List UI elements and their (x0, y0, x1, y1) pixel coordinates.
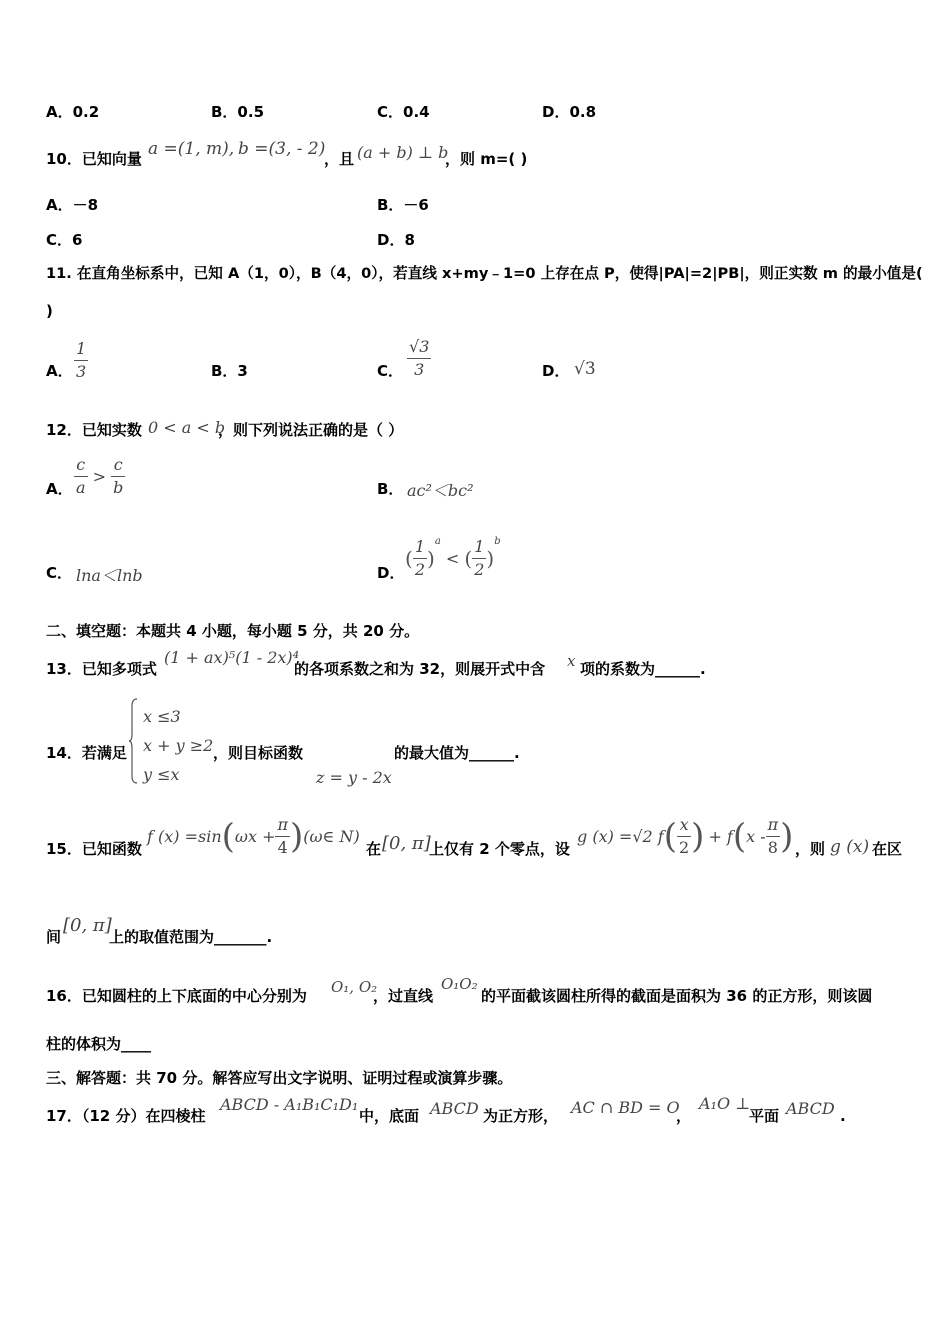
q16-centers: O₁, O₂ (331, 978, 378, 996)
q17-p3: 平面 (749, 1107, 780, 1125)
q12-a-n2: c (111, 454, 125, 477)
q17-perp: A₁O ⊥ (699, 1094, 751, 1113)
q12-a-d2: b (113, 478, 124, 497)
q15-then: ，则 (795, 840, 826, 858)
q16-mid: ，过直线 (373, 987, 434, 1005)
q16-line2: 柱的体积为____ (46, 1035, 152, 1053)
q15-pi-4 (275, 814, 290, 859)
left-brace-icon (128, 698, 138, 784)
q12-d-d1: 2 (414, 560, 425, 579)
q13-prefix: 13．已知多项式 (46, 660, 157, 678)
q15-x-num: x (677, 814, 691, 837)
q17-prefix: 17．（12 分）在四棱柱 (46, 1107, 206, 1125)
q11-option-c: C． (377, 362, 404, 380)
q12-d-d2: 2 (474, 560, 485, 579)
q12-option-b: B． (377, 480, 404, 498)
q12-d-exp2: b (494, 536, 501, 547)
q15-mid: 上仅有 2 个零点，设 (429, 840, 570, 858)
q15-plus-f: + f (708, 827, 733, 846)
q9-option-b: B．0.5 (211, 103, 265, 121)
q12-prefix: 12．已知实数 (46, 421, 142, 439)
q16-suffix: 的平面截该圆柱所得的截面是面积为 36 的正方形，则该圆 (481, 987, 873, 1005)
q14-constraint-2: x + y ≥2 (143, 736, 214, 755)
q15-g-expr: g (x) =√2 f( $\frac{x}{2}$ ) + f(x - $\frac{\pi}{8}$ ) (577, 815, 794, 857)
q11-option-d-value: √3 (574, 359, 596, 379)
q11-a-num: 1 (74, 338, 88, 361)
q14-objective: z = y - 2x (316, 768, 392, 787)
q10-option-a: A．－8 (46, 196, 99, 214)
q12-d-exp1: a (434, 536, 441, 547)
q11-line1: 11. 在直角坐标系中，已知 A（1，0），B（4，0），若直线 x+my﹣1=0 上存在点 P，使得|PA|=2|PB|，则正实数 m 的最小值是( (46, 265, 923, 282)
q15-f-expr: f (x) =sin(ωx + $\frac{\pi}{4}$ )(ω∈ N) (147, 815, 360, 857)
q15-prefix: 15．已知函数 (46, 840, 142, 858)
section-2-header: 二、填空题：本题共 4 小题，每小题 5 分，共 20 分。 (46, 622, 420, 640)
q10-suffix: ，则 m=( ) (445, 150, 528, 168)
q10-mid: ，且 (324, 150, 355, 168)
q11-option-a-fraction (74, 338, 88, 383)
q13-expr: (1 + ax)⁵(1 - 2x)⁴ (164, 648, 300, 667)
q12-option-d: D． (377, 564, 405, 582)
q15-x-2 (677, 814, 691, 859)
q14-constraint-3: y ≤x (143, 765, 180, 784)
q15-line2-prefix: 间 (46, 928, 62, 946)
q12-a-n1: c (74, 454, 88, 477)
q12-option-c: C． (46, 564, 73, 582)
q15-line2-suffix: 上的取值范围为_______. (109, 928, 273, 946)
q15-on: 在 (366, 840, 382, 858)
q11-option-d: D． (542, 362, 570, 380)
q15-pi-8 (766, 814, 781, 859)
q12-a-frac1 (74, 454, 88, 499)
q14-suffix: 的最大值为______. (394, 744, 520, 762)
q16-prefix: 16．已知圆柱的上下底面的中心分别为 (46, 987, 307, 1005)
q16-line: O₁O₂ (441, 975, 478, 993)
q15-arg2: x - (746, 827, 766, 846)
q15-g-lhs: g (x) =√2 f (577, 827, 664, 846)
q12-option-d-expr: ( $\frac{1}{2}$ )$^a$ < ( $\frac{1}{2}$ )$^b$ (405, 536, 501, 579)
q12-condition: 0 < a < b (148, 418, 226, 437)
q11-c-num: √3 (407, 336, 431, 359)
q14-brace (128, 698, 138, 785)
q12-a-op: > (92, 467, 107, 486)
section-3-header: 三、解答题：共 70 分。解答应写出文字说明、证明过程或演算步骤。 (46, 1069, 513, 1087)
q11-a-den: 3 (76, 362, 87, 381)
q14-prefix: 14．若满足 (46, 744, 127, 762)
q12-option-a-expr (74, 454, 125, 499)
q13-x: x (567, 652, 576, 670)
q12-option-b-expr: ac²＜bc² (407, 481, 474, 500)
q12-d-frac2 (472, 536, 486, 581)
q17-plane: ABCD (786, 1099, 835, 1118)
q10-prefix: 10．已知向量 (46, 150, 142, 168)
q15-eight: 8 (767, 838, 778, 857)
q15-f-arg: ωx + (234, 827, 276, 846)
q10-option-c: C．6 (46, 231, 83, 249)
q12-d-n2: 1 (472, 536, 486, 559)
q17-p1: 中，底面 (359, 1107, 420, 1125)
q15-in-region: 在区 (872, 840, 903, 858)
q15-gx: g (x) (830, 837, 870, 857)
q10-option-b: B．－6 (377, 196, 429, 214)
q10-vector-a: a =(1, m), (148, 139, 235, 159)
q15-four: 4 (277, 838, 288, 857)
q12-suffix: ，则下列说法正确的是（ ） (218, 421, 404, 439)
q10-option-d: D．8 (377, 231, 415, 249)
q11-line2: ) (46, 302, 53, 320)
q17-comma: ， (676, 1107, 692, 1125)
q15-f-lhs: f (x) =sin (147, 827, 222, 846)
q9-option-c: C．0.4 (377, 103, 430, 121)
q13-suffix: 项的系数为______. (580, 660, 706, 678)
q17-p2: 为正方形， (483, 1107, 559, 1125)
q12-d-op: < (445, 549, 460, 568)
q12-option-c-expr: lna＜lnb (76, 566, 143, 585)
q12-d-n1: 1 (413, 536, 427, 559)
q11-option-c-fraction (407, 336, 431, 381)
q10-vector-b: b =(3, - 2) (238, 139, 326, 159)
q12-option-a: A． (46, 480, 73, 498)
q15-two: 2 (678, 838, 690, 857)
q14-constraint-1: x ≤3 (143, 707, 181, 726)
q15-omega: (ω∈ N) (303, 827, 360, 846)
q14-mid: ，则目标函数 (213, 744, 304, 762)
q15-interval: [0, π] (382, 833, 431, 854)
q15-pi: π (275, 814, 290, 837)
q17-end: . (840, 1107, 846, 1125)
q12-d-frac1 (413, 536, 427, 581)
q11-option-a: A． (46, 362, 73, 380)
q15-pi2: π (766, 814, 781, 837)
q12-a-d1: a (76, 478, 86, 497)
q11-c-den: 3 (414, 360, 425, 379)
q10-condition: (a + b) ⊥ b (357, 143, 449, 162)
q11-option-b: B．3 (211, 362, 248, 380)
q15-line2-interval: [0, π] (63, 915, 112, 936)
q13-mid: 的各项系数之和为 32，则展开式中含 (294, 660, 546, 678)
q17-prism: ABCD - A₁B₁C₁D₁ (220, 1095, 359, 1114)
q9-option-d: D．0.8 (542, 103, 597, 121)
q17-base: ABCD (430, 1099, 479, 1118)
q9-option-a: A．0.2 (46, 103, 100, 121)
q17-intersection: AC ∩ BD = O (571, 1098, 680, 1117)
q12-a-frac2 (111, 454, 125, 499)
